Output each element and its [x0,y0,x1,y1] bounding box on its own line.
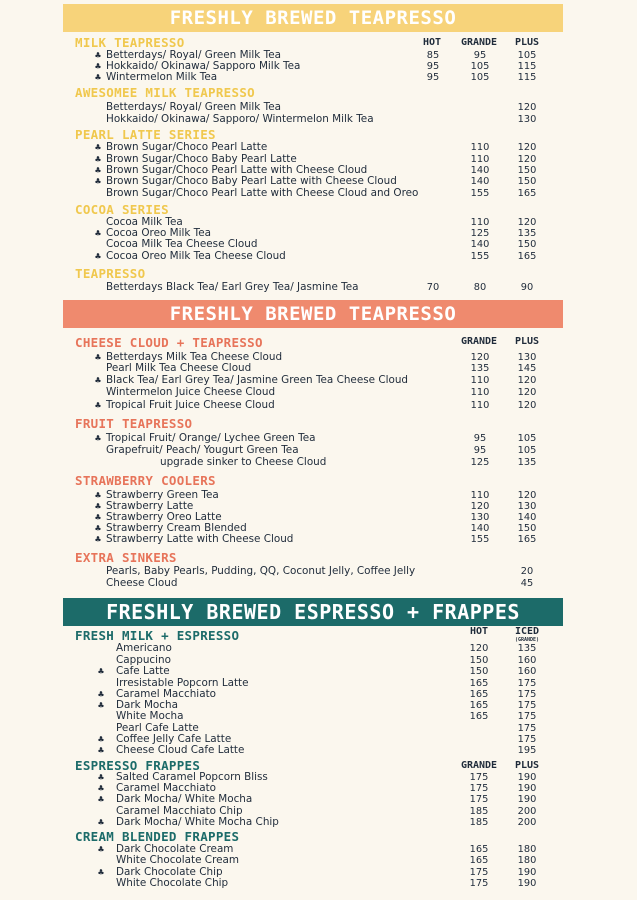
leaf-icon: ♣ [94,177,102,186]
menu-item-row [0,102,637,113]
item-name: Dark Chocolate Chip [116,866,223,878]
menu-item-row [0,501,637,512]
price-plus: 200 [517,806,537,817]
leaf-icon: ♣ [97,667,105,676]
item-name: Pearl Milk Tea Cheese Cloud [106,362,252,374]
price-grande: 175 [469,772,489,783]
item-name: Strawberry Cream Blended [106,522,247,534]
item-name: Cocoa Oreo Milk Tea [106,227,212,239]
price-plus: 120 [517,142,537,153]
leaf-icon: ♣ [94,502,102,511]
item-name: White Mocha [116,710,184,722]
item-name: Wintermelon Milk Tea [106,71,218,83]
price-grande: 155 [470,188,490,199]
price-plus: 165 [517,534,537,545]
item-name: Black Tea/ Earl Grey Tea/ Jasmine Green Tea Cheese Cloud [106,374,408,386]
price-plus: 140 [517,512,537,523]
menu-item-row [0,844,637,855]
leaf-icon: ♣ [94,513,102,522]
item-name: Wintermelon Juice Cheese Cloud [106,386,276,398]
price-plus: 165 [517,251,537,262]
price-plus: 175 [517,689,537,700]
leaf-icon: ♣ [94,434,102,443]
price-plus: 190 [517,783,537,794]
column-header-plus-2: PLUS [514,336,540,347]
price-plus: 175 [517,723,537,734]
menu-item-row [0,217,637,228]
price-plus: 120 [517,490,537,501]
item-name: Betterdays Milk Tea Cheese Cloud [106,351,283,363]
menu-item-row [0,578,637,589]
price-plus: 175 [517,734,537,745]
item-name: Americano [116,642,172,654]
leaf-icon: ♣ [97,746,105,755]
price-plus: 190 [517,772,537,783]
price-plus: 190 [517,794,537,805]
column-header-hot-2: HOT [469,626,489,637]
menu-item-row [0,282,637,293]
item-name: Tropical Fruit/ Orange/ Lychee Green Tea [106,432,316,444]
category-fresh-milk-espresso: FRESH MILK + ESPRESSO [75,628,240,643]
item-name: Cocoa Oreo Milk Tea Cheese Cloud [106,250,286,262]
menu-item-row [0,878,637,889]
menu-item-row [0,188,637,199]
item-name: Cocoa Milk Tea [106,216,183,228]
item-name: Dark Chocolate Cream [116,843,234,855]
price-grande: 110 [470,154,490,165]
leaf-icon: ♣ [97,795,105,804]
price-grande: 110 [470,375,490,386]
menu-item-row [0,855,637,866]
item-name: Caramel Macchiato Chip [116,805,243,817]
leaf-icon: ♣ [94,143,102,152]
menu-item-row [0,666,637,677]
menu-item-row [0,806,637,817]
price-grande: 165 [469,689,489,700]
price-grande: 185 [469,817,489,828]
item-name: Dark Mocha/ White Mocha [116,793,253,805]
price-grande: 120 [470,501,490,512]
price-plus: 180 [517,855,537,866]
item-name: Caramel Macchiato [116,688,216,700]
leaf-icon: ♣ [94,252,102,261]
price-grande: 165 [469,855,489,866]
menu-item-row [0,794,637,805]
menu-item-row [0,176,637,187]
price-grande: 130 [470,512,490,523]
price-plus: 130 [517,114,537,125]
price-hot: 85 [426,50,440,61]
item-name: Grapefruit/ Peach/ Yougurt Green Tea [106,444,299,456]
menu-item-row [0,723,637,734]
item-name: Strawberry Green Tea [106,489,219,501]
price-grande: 80 [473,282,487,293]
menu-item-row [0,867,637,878]
leaf-icon: ♣ [94,535,102,544]
price-grande: 140 [470,239,490,250]
menu-item-row [0,142,637,153]
menu-item-row [0,678,637,689]
leaf-icon: ♣ [97,818,105,827]
item-name: Cappucino [116,654,171,666]
leaf-icon: ♣ [94,155,102,164]
price-plus: 150 [517,165,537,176]
banner-freshly-brewed-teapresso-2: FRESHLY BREWED TEAPRESSO [63,300,563,328]
price-plus: 120 [517,154,537,165]
leaf-icon: ♣ [97,868,105,877]
menu-item-row [0,445,637,456]
price-grande: 125 [470,457,490,468]
price-plus: 160 [517,655,537,666]
price-plus: 190 [517,878,537,889]
price-grande: 165 [469,700,489,711]
item-name: Cheese Cloud [106,577,178,589]
item-name: Caramel Macchiato [116,782,216,794]
price-grande: 165 [469,711,489,722]
menu-item-row [0,534,637,545]
price-plus: 135 [517,643,537,654]
price-grande: 165 [469,844,489,855]
item-name: upgrade sinker to Cheese Cloud [160,456,327,468]
menu-item-row [0,114,637,125]
price-plus: 120 [517,217,537,228]
price-grande: 140 [470,523,490,534]
category-pearl-latte-series: PEARL LATTE SERIES [75,127,216,142]
leaf-icon: ♣ [97,773,105,782]
item-name: Irresistable Popcorn Latte [116,677,249,689]
menu-item-row [0,490,637,501]
menu-item-row [0,512,637,523]
item-name: Strawberry Latte with Cheese Cloud [106,533,294,545]
price-plus: 190 [517,867,537,878]
menu-item-row [0,352,637,363]
price-plus: 105 [517,433,537,444]
item-name: Strawberry Oreo Latte [106,511,222,523]
category-milk-teapresso: MILK TEAPRESSO [75,35,185,50]
menu-item-row [0,50,637,61]
price-plus: 135 [517,457,537,468]
banner-espresso-frappes: FRESHLY BREWED ESPRESSO + FRAPPES [63,598,563,626]
item-name: Dark Mocha [116,699,178,711]
leaf-icon: ♣ [94,73,102,82]
leaf-icon: ♣ [94,51,102,60]
price-hot: 95 [426,61,440,72]
menu-item-row [0,523,637,534]
price-grande: 155 [470,534,490,545]
price-grande: 110 [470,142,490,153]
menu-item-row [0,783,637,794]
price-grande: 185 [469,806,489,817]
category-cocoa-series: COCOA SERIES [75,202,169,217]
price-grande: 140 [470,165,490,176]
price-plus: 120 [517,375,537,386]
category-extra-sinkers: EXTRA SINKERS [75,550,177,565]
price-grande: 175 [469,783,489,794]
menu-item-row [0,228,637,239]
price-plus: 120 [517,102,537,113]
price-plus: 175 [517,700,537,711]
leaf-icon: ♣ [94,62,102,71]
price-hot: 70 [426,282,440,293]
price-plus: 195 [517,745,537,756]
menu-item-row [0,363,637,374]
category-espresso-frappes: ESPRESSO FRAPPES [75,758,201,773]
menu-item-row [0,734,637,745]
item-name: Salted Caramel Popcorn Bliss [116,771,268,783]
leaf-icon: ♣ [94,166,102,175]
menu-item-row [0,643,637,654]
menu-item-row [0,745,637,756]
price-plus: 45 [520,578,534,589]
price-plus: 20 [520,566,534,577]
price-plus: 150 [517,239,537,250]
menu-item-row [0,400,637,411]
leaf-icon: ♣ [94,524,102,533]
item-name: Dark Mocha/ White Mocha Chip [116,816,279,828]
leaf-icon: ♣ [94,229,102,238]
price-grande: 95 [473,445,487,456]
price-plus: 120 [517,387,537,398]
item-name: White Chocolate Chip [116,877,229,889]
menu-item-row [0,375,637,386]
column-header-grande: GRANDE [460,37,498,48]
leaf-icon: ♣ [97,845,105,854]
category-awesome-milk-teapresso: AWESOMEE MILK TEAPRESSO [75,85,255,100]
price-grande: 95 [473,433,487,444]
price-grande: 110 [470,217,490,228]
category-fruit-teapresso: FRUIT TEAPRESSO [75,416,193,431]
item-name: Brown Sugar/Choco Baby Pearl Latte with Cheese Cloud [106,175,397,187]
price-plus: 145 [517,363,537,374]
leaf-icon: ♣ [94,401,102,410]
price-plus: 135 [517,228,537,239]
price-grande: 105 [470,61,490,72]
price-plus: 105 [517,50,537,61]
leaf-icon: ♣ [94,353,102,362]
price-grande: 120 [469,643,489,654]
column-header-hot: HOT [422,37,442,48]
price-plus: 180 [517,844,537,855]
category-cream-blended-frappes: CREAM BLENDED FRAPPES [75,829,240,844]
price-plus: 105 [517,445,537,456]
price-grande: 175 [469,867,489,878]
price-grande: 110 [470,490,490,501]
menu-item-row [0,689,637,700]
price-grande: 135 [470,363,490,374]
price-grande: 150 [469,666,489,677]
menu-item-row [0,655,637,666]
menu-item-row [0,711,637,722]
price-plus: 160 [517,666,537,677]
price-grande: 155 [470,251,490,262]
item-name: Cocoa Milk Tea Cheese Cloud [106,238,258,250]
price-plus: 115 [517,72,537,83]
column-header-plus: PLUS [514,37,540,48]
price-plus: 200 [517,817,537,828]
price-plus: 175 [517,711,537,722]
price-plus: 175 [517,678,537,689]
menu-item-row [0,457,637,468]
price-plus: 115 [517,61,537,72]
price-grande: 175 [469,878,489,889]
item-name: Pearls, Baby Pearls, Pudding, QQ, Coconut Jelly, Coffee Jelly [106,565,416,577]
price-grande: 110 [470,400,490,411]
item-name: Tropical Fruit Juice Cheese Cloud [106,399,275,411]
item-name: Cheese Cloud Cafe Latte [116,744,245,756]
column-header-grande-3: GRANDE [460,760,498,771]
leaf-icon: ♣ [97,784,105,793]
price-grande: 150 [469,655,489,666]
item-name: Betterdays Black Tea/ Earl Grey Tea/ Jasmine Tea [106,281,359,293]
item-name: Coffee Jelly Cafe Latte [116,733,232,745]
price-grande: 110 [470,387,490,398]
column-header-plus-3: PLUS [514,760,540,771]
menu-item-row [0,387,637,398]
price-plus: 150 [517,176,537,187]
iced-sub-label: (GRANDE) [514,637,540,643]
price-grande: 95 [473,50,487,61]
price-plus: 130 [517,501,537,512]
menu-item-row [0,817,637,828]
item-name: Hokkaido/ Okinawa/ Sapporo Milk Tea [106,60,301,72]
price-grande: 165 [469,678,489,689]
category-strawberry-coolers: STRAWBERRY COOLERS [75,473,216,488]
column-header-iced [507,626,547,643]
menu-item-row [0,72,637,83]
item-name: Strawberry Latte [106,500,194,512]
leaf-icon: ♣ [97,690,105,699]
price-grande: 105 [470,72,490,83]
leaf-icon: ♣ [97,701,105,710]
menu-item-row [0,772,637,783]
menu-item-row [0,61,637,72]
item-name: Betterdays/ Royal/ Green Milk Tea [106,49,281,61]
price-grande: 175 [469,794,489,805]
price-grande: 120 [470,352,490,363]
price-plus: 150 [517,523,537,534]
menu-item-row [0,251,637,262]
price-grande: 140 [470,176,490,187]
price-plus: 165 [517,188,537,199]
item-name: Betterdays/ Royal/ Green Milk Tea [106,101,281,113]
item-name: Pearl Cafe Latte [116,722,199,734]
price-hot: 95 [426,72,440,83]
item-name: Hokkaido/ Okinawa/ Sapporo/ Wintermelon Milk Tea [106,113,374,125]
price-plus: 90 [520,282,534,293]
price-grande: 125 [470,228,490,239]
price-plus: 120 [517,400,537,411]
item-name: Brown Sugar/Choco Pearl Latte with Cheese Cloud and Oreo [106,187,419,199]
item-name: Brown Sugar/Choco Baby Pearl Latte [106,153,297,165]
banner-freshly-brewed-teapresso-1: FRESHLY BREWED TEAPRESSO [63,4,563,32]
iced-label: ICED [514,626,540,637]
item-name: Cafe Latte [116,665,170,677]
category-cheese-cloud-teapresso: CHEESE CLOUD + TEAPRESSO [75,335,263,350]
item-name: White Chocolate Cream [116,854,239,866]
leaf-icon: ♣ [94,491,102,500]
leaf-icon: ♣ [94,376,102,385]
item-name: Brown Sugar/Choco Pearl Latte [106,141,268,153]
menu-item-row [0,700,637,711]
category-teapresso: TEAPRESSO [75,266,146,281]
menu-item-row [0,239,637,250]
leaf-icon: ♣ [97,735,105,744]
menu-item-row [0,566,637,577]
column-header-grande-2: GRANDE [460,336,498,347]
menu-item-row [0,433,637,444]
item-name: Brown Sugar/Choco Pearl Latte with Cheese Cloud [106,164,368,176]
price-plus: 130 [517,352,537,363]
